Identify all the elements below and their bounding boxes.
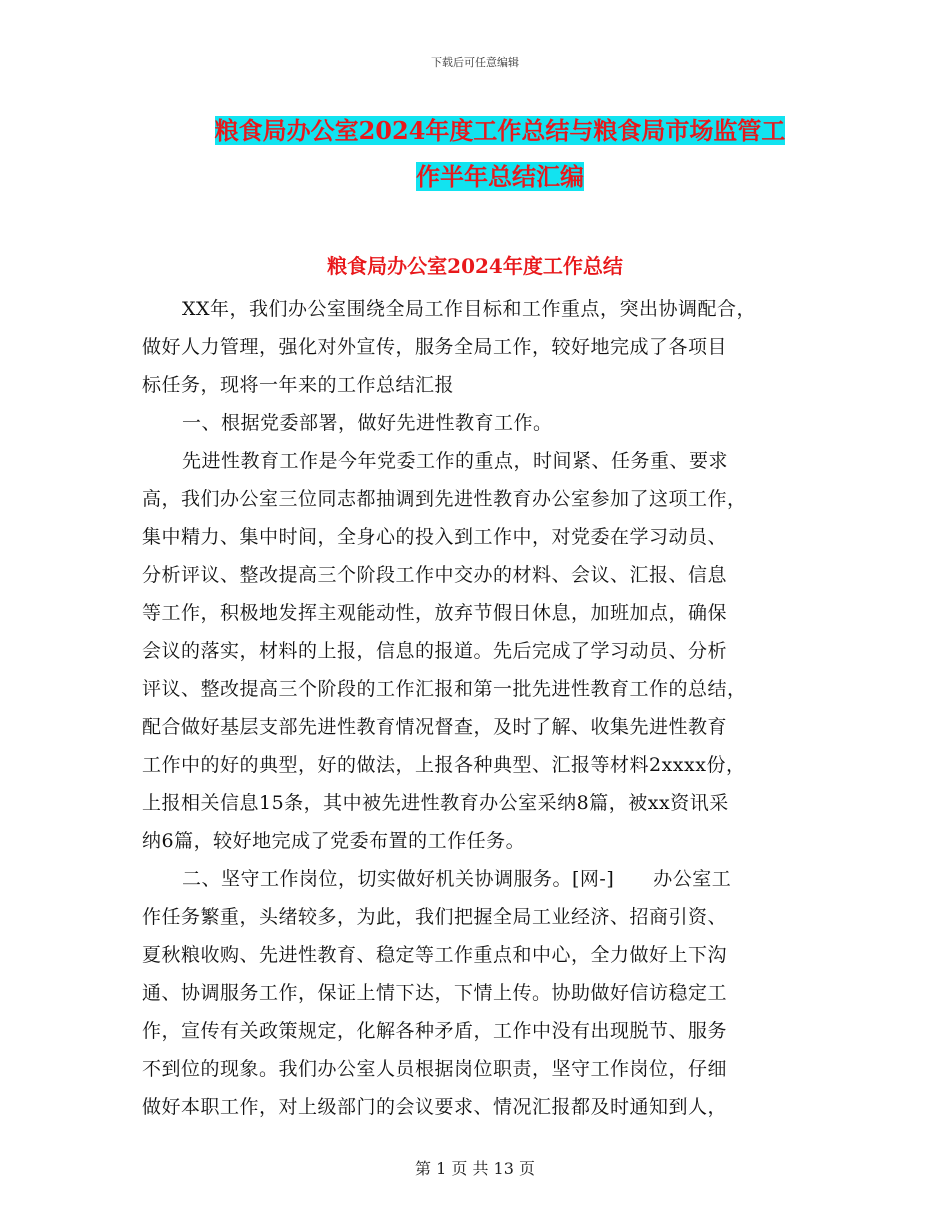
paragraph-line: 标任务，现将一年来的工作总结汇报: [142, 374, 455, 396]
paragraph-line: 纳6篇，较好地完成了党委布置的工作任务。: [142, 830, 526, 852]
document-title: [150, 108, 850, 200]
document-title-line-2: 作半年总结汇编: [416, 162, 584, 191]
paragraph-line: 集中精力、集中时间，全身心的投入到工作中，对党委在学习动员、: [142, 526, 728, 548]
paragraph-line: 会议的落实，材料的上报，信息的报道。先后完成了学习动员、分析: [142, 640, 728, 662]
header-note: 下载后可任意编辑: [431, 56, 519, 69]
paragraph-line: 一、根据党委部署，做好先进性教育工作。: [182, 412, 553, 434]
paragraph-line: 做好人力管理，强化对外宣传，服务全局工作，较好地完成了各项目: [142, 336, 728, 358]
body-text: [142, 290, 812, 1126]
paragraph-line: 二、坚守工作岗位，切实做好机关协调服务。[网-] 办公室工: [182, 868, 732, 890]
paragraph-line: 配合做好基层支部先进性教育情况督查，及时了解、收集先进性教育: [142, 716, 728, 738]
paragraph-line: 上报相关信息15条，其中被先进性教育办公室采纳8篇，被xx资讯采: [142, 792, 729, 814]
paragraph-line: 等工作，积极地发挥主观能动性，放弃节假日休息，加班加点，确保: [142, 602, 728, 624]
paragraph-line: 通、协调服务工作，保证上情下达，下情上传。协助做好信访稳定工: [142, 982, 728, 1004]
document-title-line-1: 粮食局办公室2024年度工作总结与粮食局市场监管工: [214, 116, 786, 145]
paragraph-line: 做好本职工作，对上级部门的会议要求、情况汇报都及时通知到人，: [142, 1096, 728, 1118]
paragraph-line: 分析评议、整改提高三个阶段工作中交办的材料、会议、汇报、信息: [142, 564, 728, 586]
paragraph-line: 工作中的好的典型，好的做法，上报各种典型、汇报等材料2xxxx份，: [142, 754, 746, 776]
paragraph-line: 不到位的现象。我们办公室人员根据岗位职责，坚守工作岗位，仔细: [142, 1058, 728, 1080]
paragraph-line: 作任务繁重，头绪较多，为此，我们把握全局工业经济、招商引资、: [142, 906, 728, 928]
page-footer: 第 1 页 共 13 页: [415, 1159, 535, 1178]
paragraph-line: 作，宣传有关政策规定，化解各种矛盾，工作中没有出现脱节、服务: [142, 1020, 728, 1042]
paragraph-line: 高，我们办公室三位同志都抽调到先进性教育办公室参加了这项工作，: [142, 488, 747, 510]
paragraph-line: 评议、整改提高三个阶段的工作汇报和第一批先进性教育工作的总结，: [142, 678, 747, 700]
paragraph-line: 先进性教育工作是今年党委工作的重点，时间紧、任务重、要求: [182, 450, 729, 472]
section-title: 粮食局办公室2024年度工作总结: [327, 254, 623, 278]
paragraph-line: XX年，我们办公室围绕全局工作目标和工作重点，突出协调配合，: [182, 298, 757, 320]
paragraph-line: 夏秋粮收购、先进性教育、稳定等工作重点和中心，全力做好上下沟: [142, 944, 728, 966]
